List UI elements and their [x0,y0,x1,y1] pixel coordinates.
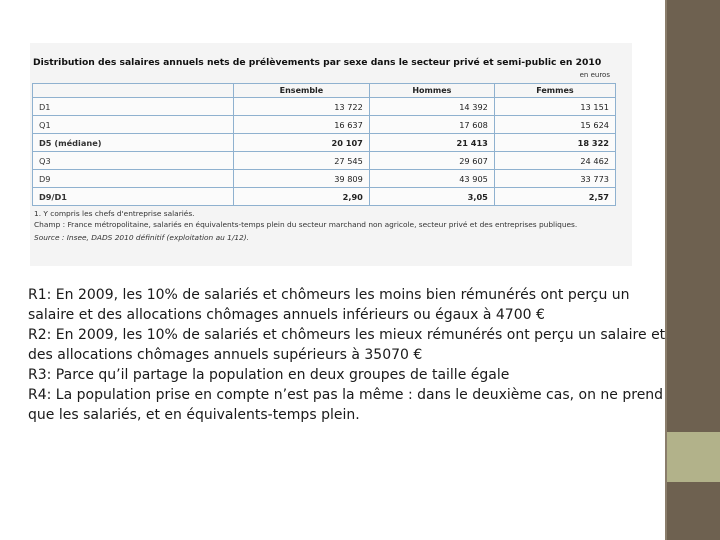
table-row [33,116,616,134]
table-cell: 29 607 [369,152,494,170]
table-row [33,170,616,188]
table-cell: 18 322 [494,134,615,152]
table-cell: 16 637 [234,116,370,134]
table-title: Distribution des salaires annuels nets de prélèvements par sexe dans le secteur privé et semi-public en 2010 [33,57,602,68]
table-cell: 2,57 [494,188,615,206]
table-unit: en euros [579,71,610,79]
table-cell: 14 392 [369,98,494,116]
row-label: D9/D1 [33,188,234,206]
answer-r4: R4: La population prise en compte n’est pas la même : dans le deuxième cas, on ne prend que les salariés, et en équivalents-temps plein. [28,387,664,423]
answer-r3: R3: Parce qu’il partage la population en deux groupes de taille égale [28,367,510,383]
decorative-band-bottom [667,482,720,540]
answer-r1: R1: En 2009, les 10% de salariés et chômeurs les moins bien rémunérés ont perçu un salaire et des allocations chômages annuels inférieurs ou égaux à 4700 € [28,287,630,323]
table-header-row [33,84,616,98]
table-notes [34,209,624,244]
table-row [33,98,616,116]
salary-distribution-table-image [30,43,632,266]
table-cell: 43 905 [369,170,494,188]
column-header: Ensemble [234,84,370,98]
table-scope: Champ : France métropolitaine, salariés en équivalents-temps plein du secteur marchand non agricole, secteur privé et des entreprises publiques. [34,219,578,229]
answer-r2: R2: En 2009, les 10% de salariés et chômeurs les mieux rémunérés ont perçu un salaire et des allocations chômages annuels supérieurs à 35070 € [28,327,666,363]
row-label: D5 (médiane) [33,134,234,152]
table-cell: 13 151 [494,98,615,116]
table-cell: 21 413 [369,134,494,152]
row-label: Q1 [33,116,234,134]
table-cell: 20 107 [234,134,370,152]
answers-block [28,285,668,425]
table-cell: 17 608 [369,116,494,134]
decorative-band-top [667,0,720,432]
table-cell: 27 545 [234,152,370,170]
decorative-band-accent [667,432,720,482]
column-header: Femmes [494,84,615,98]
table-row [33,188,616,206]
distribution-table [32,83,616,206]
table-source: Source : Insee, DADS 2010 définitif (exploitation au 1/12). [34,233,249,242]
row-label: D1 [33,98,234,116]
table-cell: 33 773 [494,170,615,188]
row-label: Q3 [33,152,234,170]
table-cell: 24 462 [494,152,615,170]
table-row [33,152,616,170]
table-cell: 15 624 [494,116,615,134]
column-header [33,84,234,98]
row-label: D9 [33,170,234,188]
table-cell: 2,90 [234,188,370,206]
table-row [33,134,616,152]
table-cell: 39 809 [234,170,370,188]
table-cell: 13 722 [234,98,370,116]
column-header: Hommes [369,84,494,98]
table-footnote: 1. Y compris les chefs d'entreprise salariés. [34,209,195,218]
table-cell: 3,05 [369,188,494,206]
